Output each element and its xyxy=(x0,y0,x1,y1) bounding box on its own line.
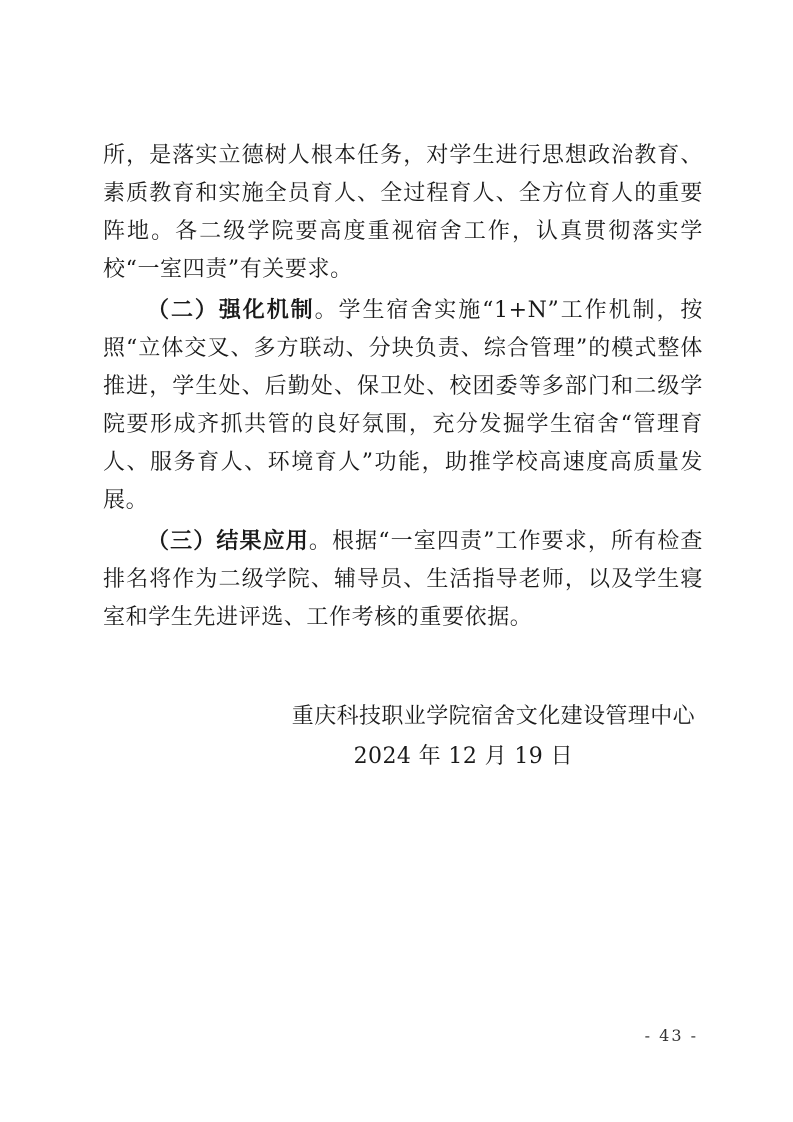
paragraph-strengthen-mechanism xyxy=(103,291,703,520)
section-heading-2: （二）强化机制 xyxy=(147,297,315,323)
paragraph-text: 。根据“一室四责”工作要求，所有检查排名将作为二级学院、辅导员、生活指导老师，以及学生寝室和学生先进评选、工作考核的重要依据。 xyxy=(103,529,704,630)
paragraph-result-application xyxy=(103,522,703,637)
signature-block xyxy=(292,697,695,777)
body-text xyxy=(103,137,703,639)
paragraph-text: 。学生宿舍实施“1+N”工作机制，按照“立体交叉、多方联动、分块负责、综合管理”的模式整体推进，学生处、后勤处、保卫处、校团委等多部门和二级学院要形成齐抓共管的良好氛围，充分发掘学生宿舍“管理育人、服务育人、环境育人”功能，助推学校高速度高质量发展。 xyxy=(103,298,703,513)
page-number: - 43 - xyxy=(644,1026,698,1045)
signature-organization: 重庆科技职业学院宿舍文化建设管理中心 xyxy=(291,704,695,729)
paragraph-text: 所，是落实立德树人根本任务，对学生进行思想政治教育、素质教育和实施全员育人、全过程育人、全方位育人的重要阵地。各二级学院要高度重视宿舍工作，认真贯彻落实学校“一室四责”有关要求。 xyxy=(103,143,703,282)
paragraph-continuation xyxy=(103,137,703,289)
section-heading-3: （三）结果应用 xyxy=(147,528,309,554)
signature-date: 2024 年 12 月 19 日 xyxy=(353,744,573,769)
